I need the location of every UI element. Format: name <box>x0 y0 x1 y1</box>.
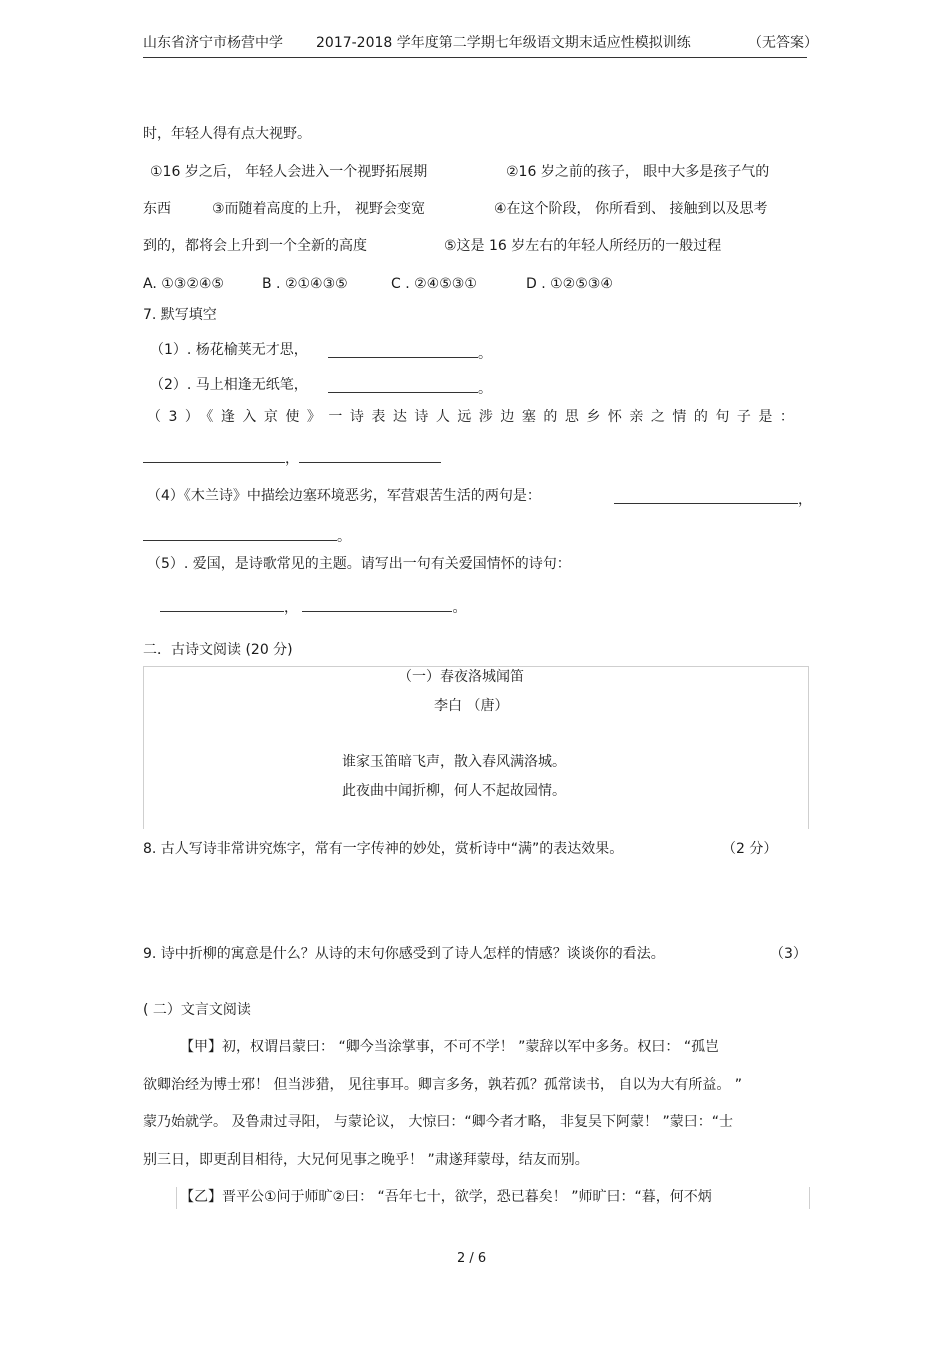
jia-line-4: 别三日，即更刮目相待，大兄何见事之晚乎！ ”肃遂拜蒙母，结友而别。 <box>143 1152 589 1168</box>
section-2-title: 二．古诗文阅读 (20 分) <box>143 642 293 658</box>
q8-text: 8. 古人写诗非常讲究炼字，常有一字传神的妙处，赏析诗中“满”的表达效果。 <box>143 841 624 857</box>
q7-item-5: （5）. 爱国，是诗歌常见的主题。请写出一句有关爱国情怀的诗句： <box>147 556 571 572</box>
q6-sentence-2: ②16 岁之前的孩子， 眼中大多是孩子气的 <box>506 164 770 180</box>
q9-score: （3） <box>770 946 807 962</box>
header-title: 2017-2018 学年度第二学期七年级语文期末适应性模拟训练 <box>316 35 691 51</box>
q7-item-4-period: 。 <box>337 529 351 545</box>
q9-text: 9. 诗中折柳的寓意是什么？从诗的末句你感受到了诗人怎样的情感？谈谈你的看法。 <box>143 946 665 962</box>
page-number: 2 / 6 <box>457 1251 487 1266</box>
q7-item-2-text: （2）. 马上相逢无纸笔， <box>150 377 308 393</box>
q7-item-1 <box>150 343 308 357</box>
poem-author: 李白 （唐） <box>434 698 509 714</box>
q7-item-5-comma: ， <box>284 600 298 616</box>
q7-item-3-blanks[interactable] <box>143 448 441 466</box>
q6-option-a: A. ①③②④⑤ <box>143 276 224 292</box>
q6-option-c: C . ②④⑤③① <box>391 276 477 292</box>
q7-item-1-period: 。 <box>478 346 492 362</box>
q6-sentence-5: ⑤这是 16 岁左右的年轻人所经历的一般过程 <box>444 238 722 254</box>
q6-option-b: B . ②①④③⑤ <box>262 276 348 292</box>
q6-sentence-1: ①16 岁之后， 年轻人会进入一个视野拓展期 <box>150 164 428 180</box>
q6-option-d: D . ①②⑤③④ <box>526 276 613 292</box>
q7-item-2 <box>150 378 308 392</box>
q7-item-5-period: 。 <box>452 600 467 616</box>
q7-item-3: （3）《逢入京使》一诗表达诗人远涉边塞的思乡怀亲之情的句子是： <box>147 409 802 425</box>
poem-line-1: 谁家玉笛暗飞声，散入春风满洛城。 <box>342 754 566 770</box>
q7-item-1-blank[interactable] <box>328 343 492 361</box>
header-school: 山东省济宁市杨营中学 <box>143 35 283 51</box>
jia-line-3: 蒙乃始就学。 及鲁肃过寻阳， 与蒙论议， 大惊曰：“卿今者才略， 非复吴下阿蒙！ ”蒙曰：“士 <box>143 1114 734 1130</box>
q7-item-1-text: （1）. 杨花榆荚无才思， <box>150 342 308 358</box>
yi-line-1: 【乙】晋平公①问于师旷②曰： “吾年七十，欲学，恐已暮矣！ ”师旷曰：“暮，何不炳 <box>180 1189 712 1205</box>
q6-sentence-4: ④在这个阶段， 你所看到、 接触到以及思考 <box>494 201 768 217</box>
q7-item-4-blank-1[interactable] <box>614 489 812 507</box>
header-divider <box>143 57 807 58</box>
q6-sentence-4-cont: 到的，都将会上升到一个全新的高度 <box>143 238 367 254</box>
poem-box <box>143 666 809 829</box>
header-note: （无答案） <box>748 35 818 51</box>
q7-item-5-blanks[interactable] <box>160 597 466 615</box>
jia-line-1: 【甲】初，权谓吕蒙曰： “卿今当涂掌事，不可不学！ ”蒙辞以军中多务。权曰： “孤岂 <box>180 1039 720 1055</box>
poem-line-2: 此夜曲中闻折柳，何人不起故园情。 <box>342 783 566 799</box>
q7-title: 7. 默写填空 <box>143 307 217 323</box>
jia-line-2: 欲卿治经为博士邪！ 但当涉猎， 见往事耳。卿言多务，孰若孤？孤常读书， 自以为大有所益。 ” <box>143 1077 743 1093</box>
q8-score: （2 分） <box>722 841 778 857</box>
q7-item-4-comma: ， <box>798 492 812 508</box>
q6-sentence-2-cont: 东西 <box>143 201 171 217</box>
q7-item-2-period: 。 <box>478 381 492 397</box>
q7-item-3-comma: ， <box>285 451 299 467</box>
q7-item-2-blank[interactable] <box>328 378 492 396</box>
poem-heading: （一）春夜洛城闻笛 <box>398 669 524 685</box>
q7-item-4: （4）《木兰诗》中描绘边塞环境恶劣，军营艰苦生活的两句是： <box>147 488 541 504</box>
q6-intro-line: 时，年轻人得有点大视野。 <box>143 126 311 142</box>
wenyan-title: ( 二）文言文阅读 <box>143 1002 251 1018</box>
q7-item-4-blank-2[interactable] <box>143 526 351 544</box>
q6-sentence-3: ③而随着高度的上升， 视野会变宽 <box>212 201 426 217</box>
